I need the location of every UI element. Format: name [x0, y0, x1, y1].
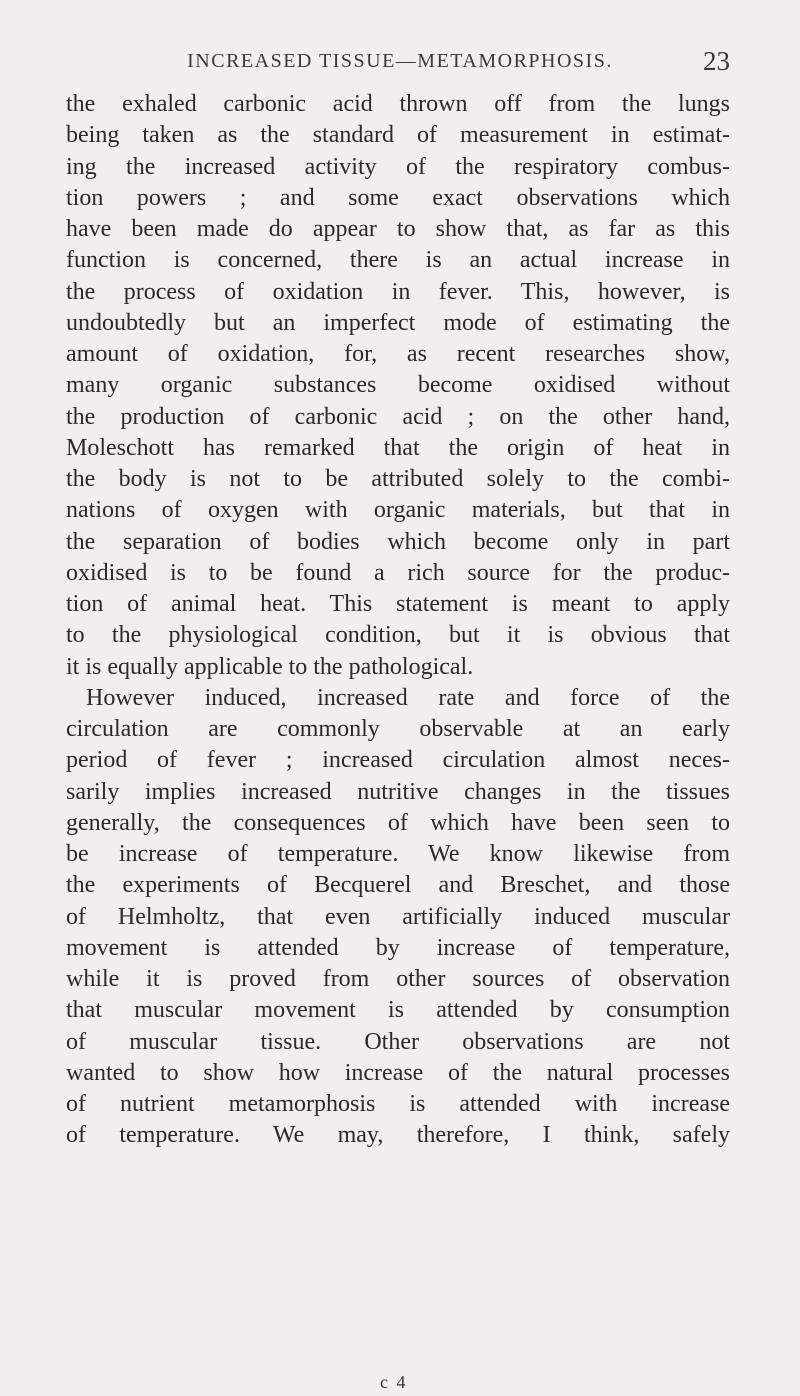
text-line: that muscular movement is attended by consumption — [66, 997, 730, 1024]
running-head — [70, 46, 730, 82]
text-line: circulation are commonly observable at an early — [66, 716, 730, 742]
text-line: undoubtedly but an imperfect mode of estimating the — [66, 309, 730, 336]
page-number: 23 — [703, 46, 730, 76]
text-line: it is equally applicable to the pathological. — [66, 653, 474, 680]
text-line: generally, the consequences of which have been seen to — [66, 809, 730, 836]
text-line: sarily implies increased nutritive changes in the tissues — [66, 778, 730, 805]
text-line: the process of oxidation in fever. This, however, is — [66, 278, 730, 305]
text-line: the experiments of Becquerel and Breschet, and those — [66, 872, 730, 899]
text-line: the exhaled carbonic acid thrown off from the lungs — [66, 91, 730, 117]
body-text — [66, 89, 730, 1152]
text-line: movement is attended by increase of temperature, — [66, 934, 730, 961]
text-line: However induced, increased rate and force of the — [86, 684, 730, 711]
text-line: of nutrient metamorphosis is attended with increase — [66, 1091, 730, 1117]
text-line: oxidised is to be found a rich source for the produc- — [66, 559, 730, 586]
text-line: amount of oxidation, for, as recent researches show, — [66, 341, 730, 367]
text-line: be increase of temperature. We know likewise from — [66, 841, 730, 867]
text-line: of muscular tissue. Other observations are not — [66, 1028, 730, 1055]
text-line: many organic substances become oxidised without — [66, 372, 730, 399]
text-line: nations of oxygen with organic materials, but that in — [66, 497, 730, 524]
text-line: period of fever ; increased circulation almost neces- — [66, 747, 730, 774]
running-title: INCREASED TISSUE—METAMORPHOSIS. — [187, 50, 613, 72]
text-line: of Helmholtz, that even artificially induced muscular — [66, 903, 730, 930]
signature-mark: c 4 — [380, 1372, 408, 1392]
text-line: have been made do appear to show that, as far as this — [66, 216, 730, 242]
text-line: the body is not to be attributed solely to the combi- — [66, 466, 730, 492]
text-line: to the physiological condition, but it is obvious that — [66, 622, 730, 649]
text-line: the separation of bodies which become only in part — [66, 528, 730, 555]
text-line: of temperature. We may, therefore, I think, safely — [66, 1122, 730, 1149]
text-line: tion of animal heat. This statement is meant to apply — [66, 591, 730, 617]
text-line: while it is proved from other sources of observation — [66, 966, 730, 992]
text-line: being taken as the standard of measurement in estimat- — [66, 122, 730, 149]
text-line: the production of carbonic acid ; on the other hand, — [66, 403, 730, 430]
text-line: tion powers ; and some exact observations which — [66, 184, 730, 211]
text-line: function is concerned, there is an actual increase in — [66, 247, 730, 274]
text-line: Moleschott has remarked that the origin of heat in — [66, 434, 730, 461]
text-line: wanted to show how increase of the natural processes — [66, 1059, 730, 1086]
text-line: ing the increased activity of the respiratory combus- — [66, 153, 730, 180]
